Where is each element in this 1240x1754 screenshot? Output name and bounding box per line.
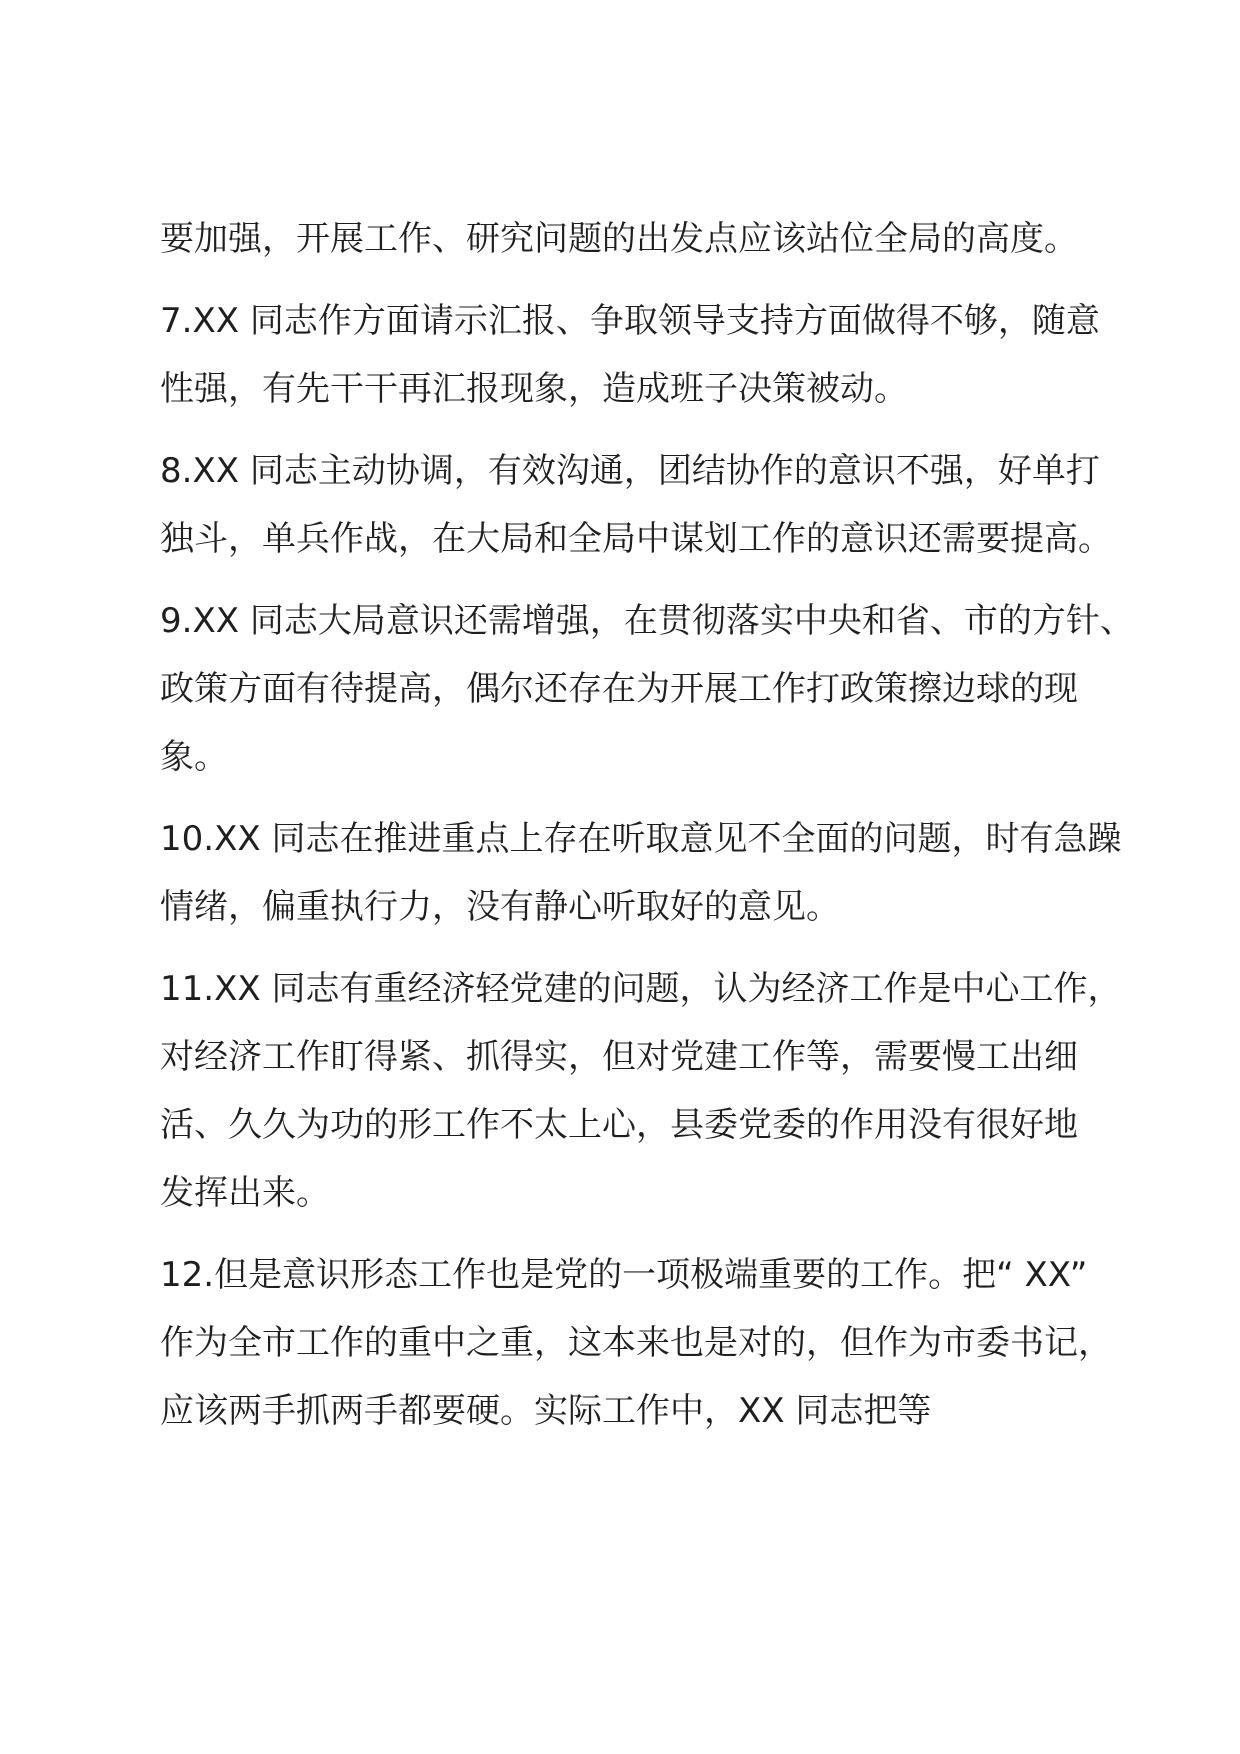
paragraph-continuation: [160, 205, 1090, 273]
text-line: 对经济工作盯得紧、抓得实，但对党建工作等，需要慢工出细: [160, 1037, 1078, 1077]
text-line: 要加强，开展工作、研究问题的出发点应该站位全局的高度。: [160, 219, 1078, 259]
paragraph-item-7: [160, 287, 1100, 423]
paragraph-item-12: [160, 1241, 1112, 1445]
text-line: 9.XX 同志大局意识还需增强，在贯彻落实中央和省、市的方针、: [160, 601, 1134, 641]
text-line: 10.XX 同志在推进重点上存在听取意见不全面的问题，时有急躁: [160, 819, 1122, 859]
text-line: 活、久久为功的形工作不太上心，县委党委的作用没有很好地: [160, 1105, 1078, 1145]
text-line: 政策方面有待提高，偶尔还存在为开展工作打政策擦边球的现: [160, 669, 1078, 709]
paragraph-item-11: [160, 955, 1122, 1227]
paragraph-item-10: [160, 805, 1122, 941]
document-body: [160, 205, 1134, 1459]
text-line: 12.但是意识形态工作也是党的一项极端重要的工作。把“ XX”: [160, 1255, 1088, 1295]
text-line: 独斗，单兵作战，在大局和全局中谋划工作的意识还需要提高。: [160, 519, 1112, 559]
text-line: 情绪，偏重执行力，没有静心听取好的意见。: [160, 887, 840, 927]
paragraph-item-9: [160, 587, 1134, 791]
text-line: 象。: [160, 737, 228, 777]
text-line: 作为全市工作的重中之重，这本来也是对的，但作为市委书记，: [160, 1323, 1112, 1363]
text-line: 7.XX 同志作方面请示汇报、争取领导支持方面做得不够，随意: [160, 301, 1100, 341]
text-line: 性强，有先干干再汇报现象，造成班子决策被动。: [160, 369, 908, 409]
text-line: 8.XX 同志主动协调，有效沟通，团结协作的意识不强，好单打: [160, 451, 1100, 491]
text-line: 发挥出来。: [160, 1173, 330, 1213]
text-line: 11.XX 同志有重经济轻党建的问题，认为经济工作是中心工作，: [160, 969, 1122, 1009]
paragraph-item-8: [160, 437, 1112, 573]
text-line: 应该两手抓两手都要硬。实际工作中，XX 同志把等: [160, 1391, 932, 1431]
